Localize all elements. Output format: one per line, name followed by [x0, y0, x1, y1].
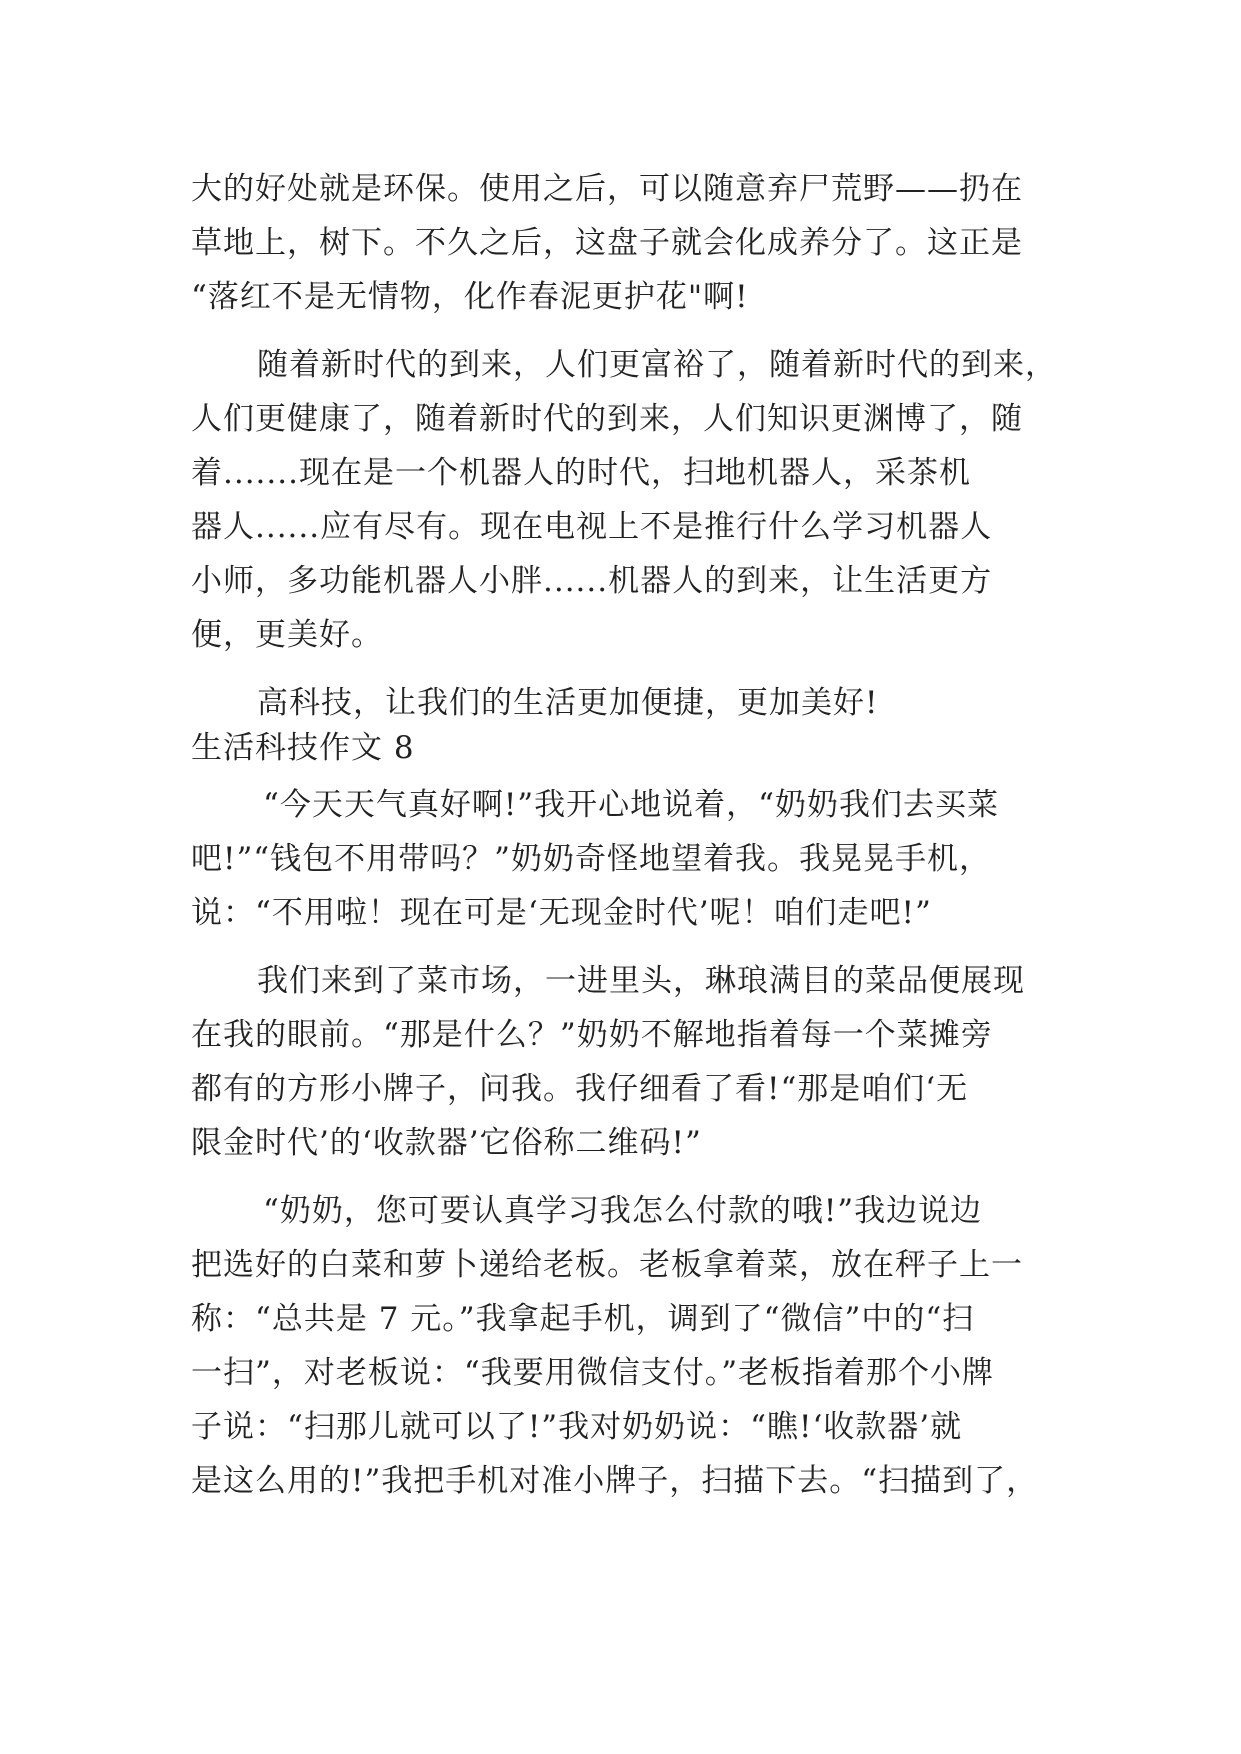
document-body: [191, 162, 1071, 1508]
text-line: 在我的眼前。“那是什么？”奶奶不解地指着每一个菜摊旁: [191, 1017, 993, 1053]
text-line: 都有的方形小牌子，问我。我仔细看了看!“那是咱们‘无: [191, 1071, 969, 1107]
text-line: 草地上，树下。不久之后，这盘子就会化成养分了。这正是: [191, 225, 1023, 261]
text-line: “今天天气真好啊!”我开心地说着，“奶奶我们去买菜: [263, 787, 999, 823]
text-line: 着.......现在是一个机器人的时代，扫地机器人，采茶机: [191, 455, 971, 491]
text-line: 随着新时代的到来，人们更富裕了，随着新时代的到来，: [257, 347, 1057, 383]
text-line: 人们更健康了，随着新时代的到来，人们知识更渊博了，随: [191, 401, 1023, 437]
text-line: 器人......应有尽有。现在电视上不是推行什么学习机器人: [191, 509, 993, 545]
text-line: “奶奶，您可要认真学习我怎么付款的哦!”我边说边: [263, 1193, 983, 1229]
text-line: 高科技，让我们的生活更加便捷，更加美好!: [257, 685, 879, 721]
text-line: 称：“总共是 7 元。”我拿起手机，调到了“微信”中的“扫: [191, 1301, 975, 1337]
text-line: “落红不是无情物，化作春泥更护花"啊!: [191, 279, 749, 315]
text-line: 吧!”“钱包不用带吗？”奶奶奇怪地望着我。我晃晃手机，: [191, 841, 991, 877]
text-line: 把选好的白菜和萝卜递给老板。老板拿着菜，放在秤子上一: [191, 1247, 1023, 1283]
paragraph-weather: [191, 778, 1071, 940]
paragraph-market: [191, 954, 1071, 1170]
paragraph-new-era: [191, 338, 1071, 662]
paragraph-conclusion: [191, 676, 1071, 730]
text-line: 大的好处就是环保。使用之后，可以随意弃尸荒野——扔在: [191, 171, 1023, 207]
text-line: 我们来到了菜市场，一进里头，琳琅满目的菜品便展现: [257, 963, 1025, 999]
text-line: 限金时代’的‘收款器’它俗称二维码!”: [191, 1125, 702, 1161]
paragraph-payment: [191, 1184, 1071, 1508]
text-line: 小师，多功能机器人小胖......机器人的到来，让生活更方: [191, 563, 993, 599]
text-line: 便，更美好。: [191, 617, 383, 653]
text-line: 一扫”，对老板说：“我要用微信支付。”老板指着那个小牌: [191, 1355, 995, 1391]
section-title: 生活科技作文 8: [191, 730, 415, 766]
text-line: 是这么用的!”我把手机对准小牌子，扫描下去。“扫描到了，: [191, 1463, 1039, 1499]
paragraph-environment: [191, 162, 1071, 324]
text-line: 说：“不用啦！现在可是‘无现金时代’呢！咱们走吧!”: [191, 895, 932, 931]
text-line: 子说：“扫那儿就可以了!”我对奶奶说：“瞧!‘收款器’就: [191, 1409, 963, 1445]
